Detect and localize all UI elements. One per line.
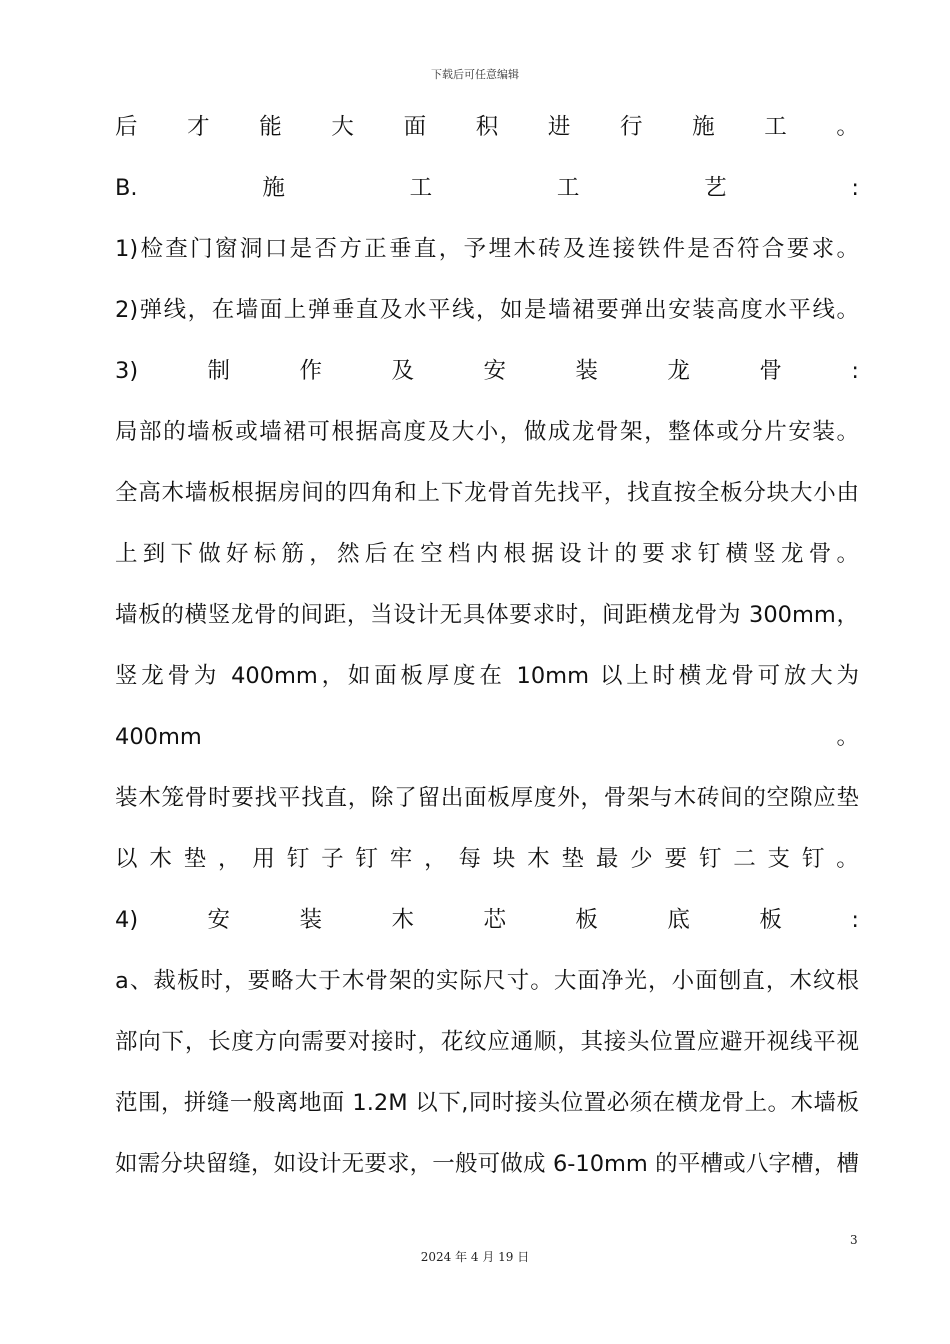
spread-token: : [851,175,859,201]
spread-token: 安 [207,907,231,933]
body-line [115,829,859,890]
spread-token: 钉 [801,846,825,872]
spread-token: 骨 [759,358,782,384]
body-line [115,97,859,158]
spread-token: 施 [262,175,285,201]
spread-token: 钉 [698,846,722,872]
spread-token: 制 [207,358,231,384]
spread-token: 面 [403,114,427,140]
body-line: 1)检查门窗洞口是否方正垂直，予埋木砖及连接铁件是否符合要求。 [115,236,859,262]
spread-token: 底 [667,907,690,933]
spread-token: 安 [483,358,506,384]
spread-token: 木 [391,907,414,933]
spread-token: B. [115,175,138,201]
spread-token: 龙 [667,358,690,384]
spread-token: 才 [187,114,210,140]
body-line [115,341,859,402]
spread-token: 每 [458,846,481,872]
spread-token: 牢 [389,846,413,872]
document-body [115,97,859,1195]
spread-token: ， [424,846,447,872]
page-number: 3 [850,1233,858,1247]
spread-token: 用 [252,846,275,872]
body-line: 2)弹线，在墙面上弹垂直及水平线，如是墙裙要弹出安装高度水平线。 [115,297,859,323]
spread-token: 支 [767,846,791,872]
spread-token: 大 [331,114,354,140]
body-line: 墙板的横竖龙骨的间距，当设计无具体要求时，间距横龙骨为 300mm， [115,602,859,628]
spread-token: ， [218,846,241,872]
spread-token: 工 [556,175,580,201]
body-line: 全高木墙板根据房间的四角和上下龙骨首先找平，找直按全板分块大小由 [115,480,859,506]
page-footer-date: 2024 年 4 月 19 日 [420,1250,530,1264]
spread-token: 施 [692,114,715,140]
body-line: 如需分块留缝，如设计无要求，一般可做成 6-10mm 的平槽或八字槽，槽 [115,1151,859,1177]
spread-token: 艺 [704,175,727,201]
spread-token: 钉 [355,846,378,872]
spread-token: 要 [664,846,688,872]
spread-token: 工 [764,114,787,140]
body-line: 装木笼骨时要找平找直，除了留出面板厚度外，骨架与木砖间的空隙应垫 [115,785,859,811]
spread-token: 垫 [561,846,584,872]
spread-token: 作 [299,358,323,384]
spread-token: 能 [259,114,282,140]
spread-token: 子 [321,846,344,872]
spread-token: 4) [115,907,139,933]
body-line [115,890,859,951]
page-header: 下载后可任意编辑 [431,68,519,81]
spread-token: 。 [836,724,859,750]
spread-token: 以 [115,846,138,872]
body-line: a、裁板时，要略大于木骨架的实际尺寸。大面净光，小面刨直，木纹根 [115,968,859,994]
spread-token: 后 [115,114,138,140]
spread-token: 木 [149,846,172,872]
body-line: 上到下做好标筋，然后在空档内根据设计的要求钉横竖龙骨。 [115,541,859,567]
body-line [115,707,859,768]
body-line [115,158,859,219]
spread-token: 最 [595,846,619,872]
spread-token: 及 [391,358,414,384]
spread-token: 块 [492,846,516,872]
spread-token: 二 [733,846,756,872]
body-line: 范围，拼缝一般离地面 1.2M 以下,同时接头位置必须在横龙骨上。木墙板 [115,1090,859,1116]
spread-token: : [851,358,859,384]
spread-token: 工 [409,175,433,201]
spread-token: 板 [575,907,598,933]
spread-token: 钉 [286,846,310,872]
spread-token: : [851,907,859,933]
body-line: 局部的墙板或墙裙可根据高度及大小，做成龙骨架，整体或分片安装。 [115,419,859,445]
body-line: 部向下，长度方向需要对接时，花纹应通顺，其接头位置应避开视线平视 [115,1029,859,1055]
spread-token: 积 [475,114,499,140]
spread-token: 垫 [183,846,207,872]
spread-token: 装 [575,358,598,384]
spread-token: 装 [299,907,323,933]
spread-token: 400mm [115,724,202,750]
body-line: 竖龙骨为 400mm，如面板厚度在 10mm 以上时横龙骨可放大为 [115,663,859,689]
spread-token: 行 [619,114,643,140]
spread-token: 少 [630,846,653,872]
spread-token: 。 [836,846,859,872]
spread-token: 芯 [483,907,506,933]
spread-token: 木 [527,846,550,872]
spread-token: 3) [115,358,139,384]
spread-token: 。 [836,114,859,140]
spread-token: 板 [759,907,782,933]
spread-token: 进 [547,114,571,140]
